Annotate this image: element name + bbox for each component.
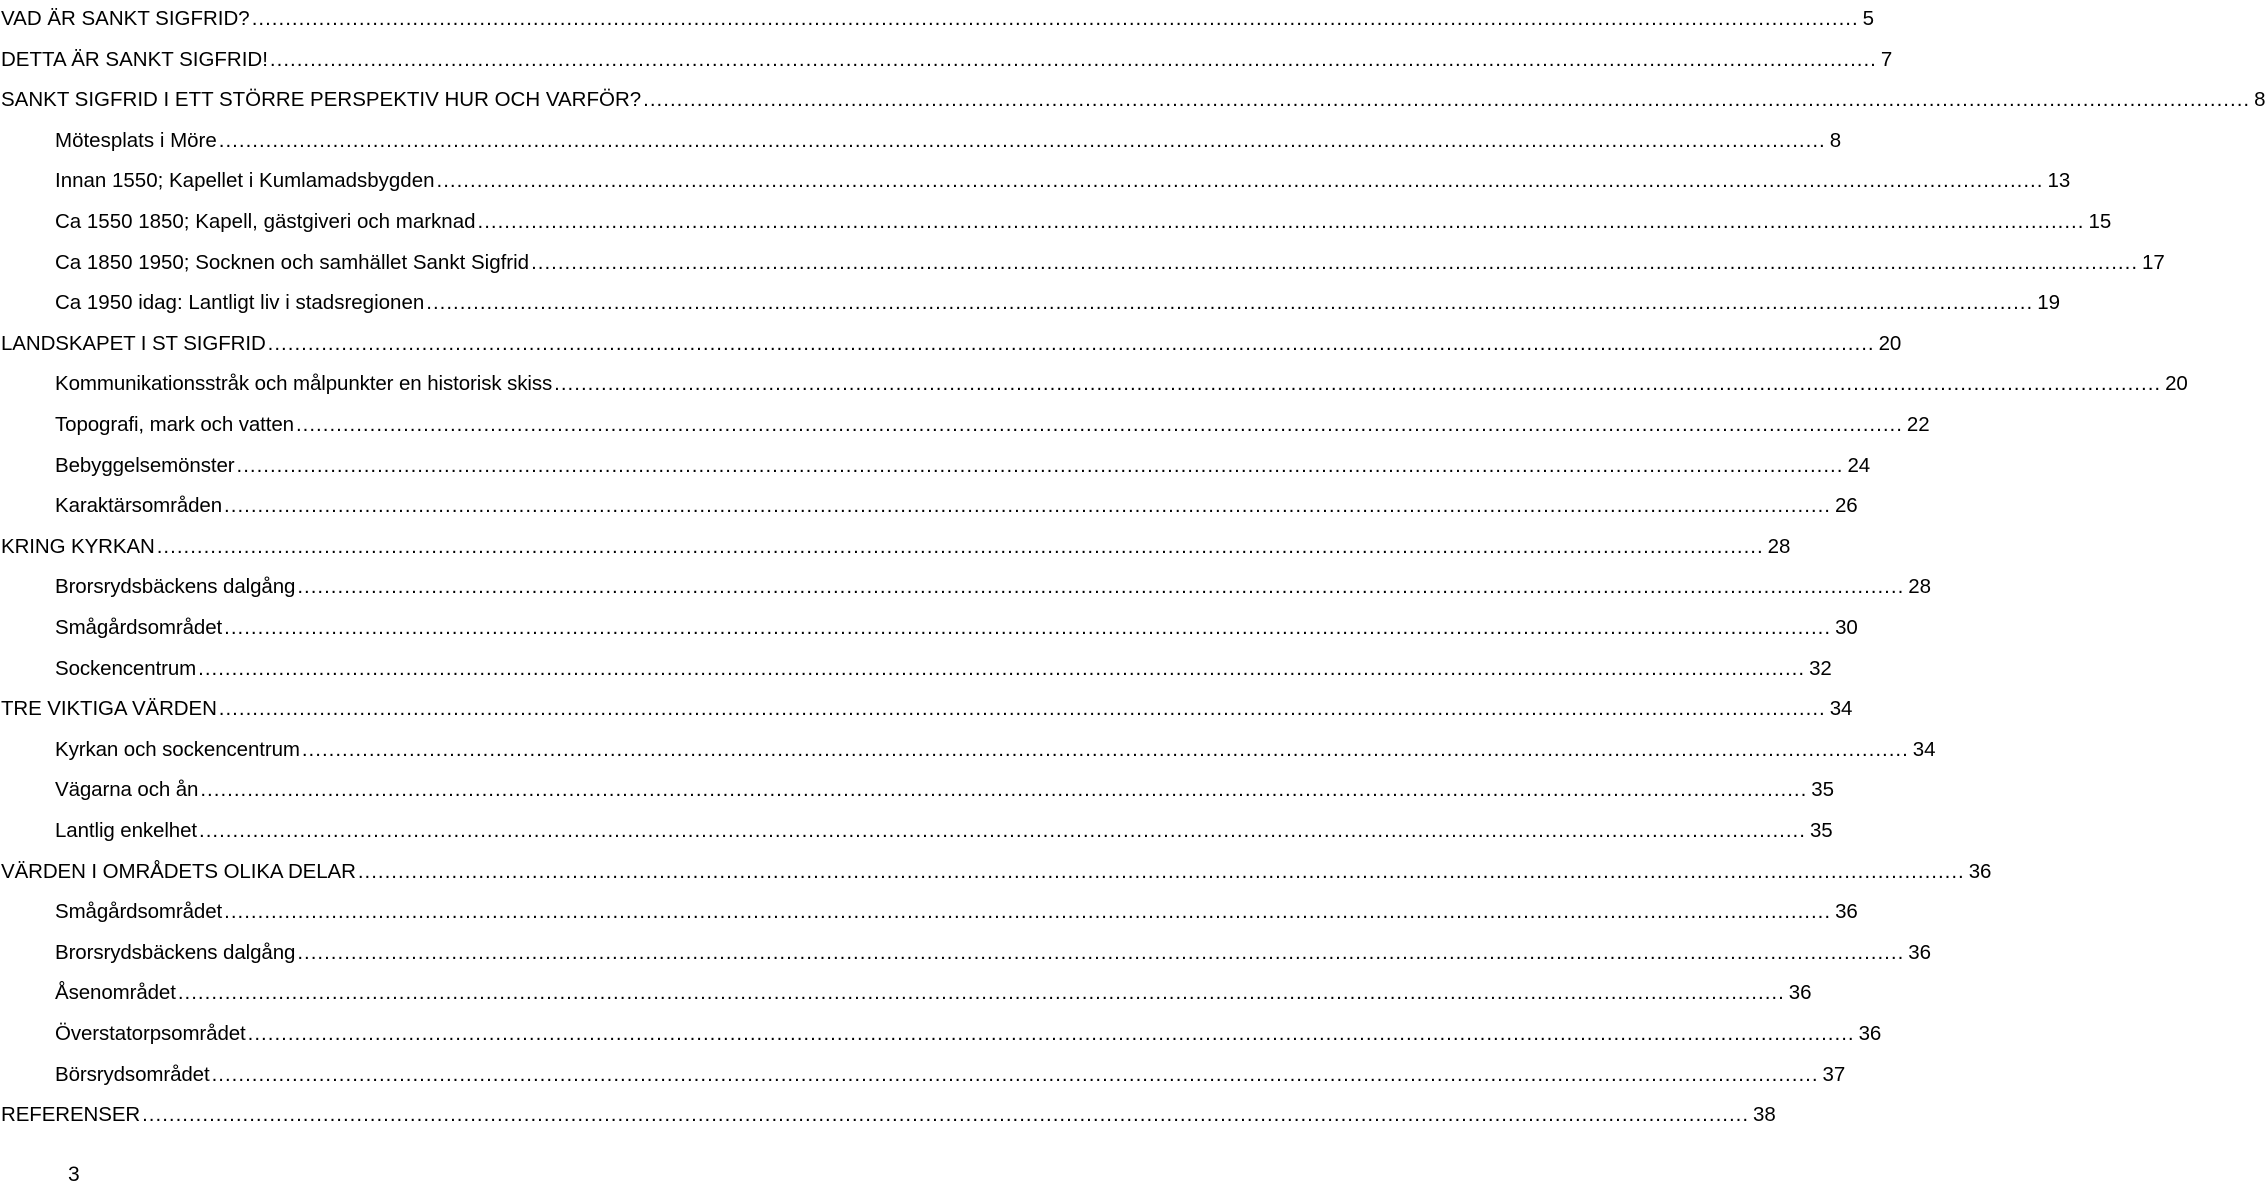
toc-entry-page: 8 (1829, 128, 1842, 152)
toc-dot-leader (554, 371, 2161, 397)
toc-entry-title[interactable]: Brorsrydsbäckens dalgång (55, 575, 296, 599)
toc-entry[interactable] (0, 853, 1992, 885)
toc-dot-leader (178, 980, 1785, 1006)
toc-entry-title[interactable]: Sockencentrum (55, 656, 197, 680)
toc-entry[interactable] (0, 812, 1833, 844)
toc-entry[interactable] (0, 447, 1871, 479)
toc-dot-leader (302, 737, 1909, 763)
toc-entry[interactable] (0, 487, 1858, 519)
toc-entry[interactable] (0, 650, 1832, 682)
toc-entry-title[interactable]: Karaktärsområden (55, 494, 223, 518)
toc-entry[interactable] (0, 1015, 1882, 1047)
toc-dot-leader (297, 940, 1904, 966)
toc-entry-page: 34 (1912, 737, 1936, 761)
toc-entry[interactable] (0, 690, 1853, 722)
toc-entry-page: 8 (2254, 88, 2266, 112)
toc-dot-leader (224, 493, 1831, 519)
toc-entry-page: 36 (1908, 940, 1931, 964)
toc-entry-title[interactable]: Innan 1550; Kapellet i Kumlamadsbygden (55, 169, 435, 193)
toc-entry-title[interactable]: DETTA ÄR SANKT SIGFRID! (1, 47, 268, 71)
toc-dot-leader (224, 899, 1831, 925)
toc-entry[interactable] (0, 122, 1842, 154)
toc-dot-leader (157, 534, 1764, 560)
toc-entry-page: 26 (1834, 494, 1858, 518)
toc-entry-title[interactable]: TRE VIKTIGA VÄRDEN (1, 697, 217, 721)
toc-entry-title[interactable]: Ca 1550 1850; Kapell, gästgiveri och marknad (55, 210, 476, 233)
toc-entry-page: 24 (1847, 453, 1871, 477)
toc-entry-title[interactable]: Topografi, mark och vatten (55, 413, 294, 436)
toc-entry-page: 20 (2165, 372, 2188, 396)
toc-dot-leader (297, 574, 1904, 600)
toc-entry-title[interactable]: VAD ÄR SANKT SIGFRID? (1, 7, 250, 30)
toc-entry-page: 13 (2047, 169, 2071, 193)
toc-entry[interactable] (0, 0, 1875, 32)
toc-entry-title[interactable]: Brorsrydsbäckens dalgång (55, 940, 296, 964)
toc-entry-title[interactable]: SANKT SIGFRID I ETT STÖRRE PERSPEKTIV HUR OCH VARFÖR? (1, 88, 642, 112)
toc-dot-leader (643, 87, 2250, 113)
toc-entry[interactable] (0, 162, 2071, 194)
toc-entry-page: 22 (1906, 413, 1930, 436)
toc-entry[interactable] (0, 284, 2060, 316)
toc-entry-page: 30 (1835, 616, 1858, 639)
toc-entry[interactable] (0, 81, 2266, 113)
toc-entry-title[interactable]: Mötesplats i Möre (55, 128, 217, 152)
toc-entry-title[interactable]: REFERENSER (1, 1103, 141, 1127)
toc-entry-title[interactable]: Kyrkan och sockencentrum (55, 737, 300, 761)
toc-entry-title[interactable]: Bebyggelsemönster (55, 453, 235, 477)
toc-dot-leader (531, 250, 2138, 276)
toc-entry[interactable] (0, 244, 2165, 276)
toc-entry-page: 20 (1878, 331, 1902, 355)
toc-entry-page: 5 (1862, 7, 1875, 30)
toc-entry-title[interactable]: Smågårdsområdet (55, 616, 223, 639)
toc-entry-title[interactable]: Kommunikationsstråk och målpunkter en historisk skiss (55, 372, 553, 396)
toc-entry-page: 35 (1809, 819, 1833, 842)
toc-entry-page: 7 (1880, 47, 1893, 71)
toc-entry-title[interactable]: Vägarna och ån (55, 778, 199, 802)
toc-entry-title[interactable]: VÄRDEN I OMRÅDETS OLIKA DELAR (1, 859, 356, 883)
toc-entry[interactable] (0, 406, 1930, 438)
toc-entry-page: 35 (1811, 778, 1834, 802)
toc-dot-leader (268, 331, 1875, 357)
toc-entry-page: 15 (2088, 210, 2112, 233)
toc-entry-page: 36 (1968, 859, 1992, 883)
toc-dot-leader (142, 1102, 1749, 1128)
toc-entry-page: 38 (1753, 1103, 1776, 1127)
toc-entry-title[interactable]: Ca 1850 1950; Socknen och samhället Sankt Sigfrid (55, 250, 530, 274)
toc-dot-leader (219, 128, 1826, 154)
toc-entry-page: 36 (1858, 1022, 1882, 1045)
toc-entry[interactable] (0, 325, 1902, 357)
toc-entry-page: 28 (1908, 575, 1931, 599)
toc-dot-leader (237, 453, 1844, 479)
toc-entry-page: 32 (1809, 656, 1832, 680)
toc-entry[interactable] (0, 41, 1893, 73)
toc-entry-page: 34 (1829, 697, 1853, 721)
toc-entry[interactable] (0, 203, 2112, 235)
toc-entry[interactable] (0, 771, 1834, 803)
toc-dot-leader (437, 168, 2044, 194)
toc-entry[interactable] (0, 528, 1791, 560)
toc-dot-leader (224, 615, 1831, 641)
toc-entry[interactable] (0, 365, 2188, 397)
toc-entry[interactable] (0, 934, 1931, 966)
toc-entry-title[interactable]: Ca 1950 idag: Lantligt liv i stadsregionen (55, 291, 425, 315)
toc-dot-leader (200, 777, 1807, 803)
page-number: 3 (68, 1163, 80, 1186)
toc-entry-title[interactable]: Smågårdsområdet (55, 900, 223, 924)
toc-dot-leader (478, 209, 2085, 235)
toc-entry-page: 28 (1767, 534, 1791, 558)
toc-dot-leader (358, 859, 1965, 885)
toc-entry-title[interactable]: Överstatorpsområdet (55, 1022, 246, 1045)
toc-entry-page: 36 (1835, 900, 1858, 924)
toc-entry-title[interactable]: Åsenområdet (55, 981, 176, 1005)
toc-dot-leader (198, 656, 1805, 682)
toc-entry[interactable] (0, 974, 1812, 1006)
toc-entry-page: 37 (1822, 1062, 1846, 1086)
toc-entry-title[interactable]: Börsrydsområdet (55, 1062, 210, 1086)
toc-entry-title[interactable]: KRING KYRKAN (1, 534, 155, 558)
toc-dot-leader (296, 412, 1903, 438)
toc-dot-leader (199, 818, 1806, 844)
toc-entry[interactable] (0, 568, 1931, 600)
toc-entry[interactable] (0, 609, 1858, 641)
toc-dot-leader (248, 1021, 1855, 1047)
toc-entry-title[interactable]: LANDSKAPET I ST SIGFRID (1, 331, 266, 355)
toc-entry[interactable] (0, 893, 1858, 925)
toc-dot-leader (426, 290, 2033, 316)
toc-entry-page: 19 (2037, 291, 2060, 315)
toc-dot-leader (212, 1062, 1819, 1088)
toc-dot-leader (270, 47, 1877, 73)
toc-dot-leader (252, 6, 1859, 32)
toc-entry[interactable] (0, 1056, 1846, 1088)
toc-entry-title[interactable]: Lantlig enkelhet (55, 819, 198, 842)
toc-entry-page: 17 (2142, 250, 2165, 274)
toc-entry[interactable] (0, 1096, 1776, 1128)
toc-dot-leader (219, 696, 1826, 722)
toc-entry[interactable] (0, 731, 1936, 763)
toc-entry-page: 36 (1788, 981, 1812, 1005)
